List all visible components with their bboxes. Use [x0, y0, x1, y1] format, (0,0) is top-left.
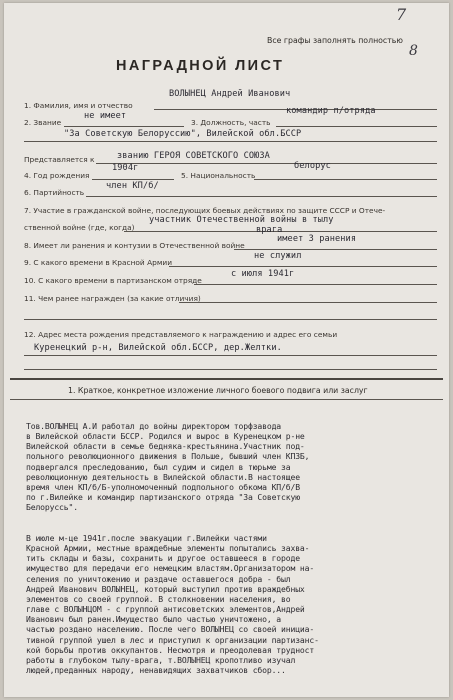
field-label-wounds: 8. Имеет ли ранения и контузии в Отечественной войне: [24, 241, 245, 250]
field-value-nationality: белорус: [294, 161, 331, 171]
field-label-partisan: 10. С какого времени в партизанском отряде: [24, 276, 202, 285]
field-value-position: командир п/отряда: [286, 106, 376, 116]
section-divider: [10, 378, 443, 380]
header-note: Все графы заполнять полностью: [267, 36, 403, 45]
field-label-position: 3. Должность, часть: [191, 118, 271, 127]
field-value-rank: не имеет: [84, 111, 127, 121]
narrative-paragraph-2: В июле м-це 1941г.после эвакуации г.Вилейки частями Красной Армии, местные враждебные элементы попытались захва- тить склады и базы, сохранить и другое оставшееся в городе имущество для передачи его немецким властям.Организатором на- селения по уничтожению и раздаче оставшегося добра - был Андрей Иванович ВОЛЫНЕЦ, который выступил против враждебных элементов со своей группой. В столкновении населения, во главе с ВОЛЫНЦОМ - с группой антисоветских элементов,Андрей Иванович был ранен.Имущество было частью уничтожено, а частью роздано населению. После чего ВОЛЫНЕЦ со своей инициа- тивной группой ушел в лес и приступил к организации партизанс- кой борьбы против оккупантов. Несмотря и преодолевая трудност работы в глубоком тылу-врага, т.ВОЛЫНЕЦ кропотливо изучал людей,преданных народу, ненавидящих захватчиков сбор...: [26, 533, 319, 676]
field-label-address: 12. Адрес места рождения представляемого к награждению и адрес его семьи: [24, 330, 338, 339]
field-value-unit: "За Советскую Белоруссию", Вилейской обл.БССР: [64, 129, 302, 139]
field-label-army: 9. С какого времени в Красной Армии: [24, 258, 173, 267]
section-title: 1. Краткое, конкретное изложение личного боевого подвига или заслуг: [68, 386, 368, 395]
field-label-presented: Представляется к: [24, 155, 95, 164]
field-value-army: не служил: [254, 251, 302, 261]
field-value-civil-war: участник Отечественной войны в тылу: [149, 215, 334, 225]
page-title: НАГРАДНОЙ ЛИСТ: [116, 58, 285, 74]
field-value-birth-year: 1904г: [112, 163, 139, 173]
award-sheet: [4, 3, 449, 697]
field-value-name: ВОЛЫНЕЦ Андрей Иванович: [169, 89, 291, 99]
field-label-awards: 11. Чем ранее награжден (за какие отличия): [24, 294, 201, 303]
field-label-rank: 2. Звание: [24, 118, 62, 127]
archive-number-top: 7: [396, 5, 407, 24]
field-value-address: Куренецкий р-н, Вилейской обл.БССР, дер.Желтки.: [34, 343, 282, 353]
field-label-name: 1. Фамилия, имя и отчество: [24, 101, 133, 110]
field-value-partisan: с июля 1941г: [231, 269, 295, 279]
field-value-presented: званию ГЕРОЯ СОВЕТСКОГО СОЮЗА: [117, 151, 270, 161]
field-value-civil-war-2: врага: [256, 225, 283, 235]
field-value-party: член КП/б/: [106, 181, 159, 191]
field-label-party: 6. Партийность: [24, 188, 85, 197]
narrative-paragraph-1: Тов.ВОЛЫНЕЦ А.И работал до войны директором торфзавода в Вилейской области БССР. Родился и вырос в Куренецком р-не Вилейской области в семье бедняка-крестьянина.Участник под- польного революционного движения в Польше, бывший член КПЗБ, подвергался преследованию, был судим и сидел в тюрьме за революционную деятельность в Вилейской области.В настоящее время член КП/б/Б-уполномоченный подпольного обкома КП/б/В по г.Вилейке и командир партизанского отряда "За Советскую Белоруссь".: [26, 421, 310, 513]
field-label-birth-year: 4. Год рождения: [24, 171, 90, 180]
archive-number-side: 8: [409, 43, 418, 59]
field-label-civil-war-2: ственной войне (где, когда): [24, 223, 135, 232]
field-label-civil-war-1: 7. Участие в гражданской войне, последующих боевых действиях по защите СССР и Отече-: [24, 206, 386, 215]
field-label-nationality: 5. Национальность: [181, 171, 256, 180]
field-value-wounds: имеет 3 ранения: [277, 234, 357, 244]
